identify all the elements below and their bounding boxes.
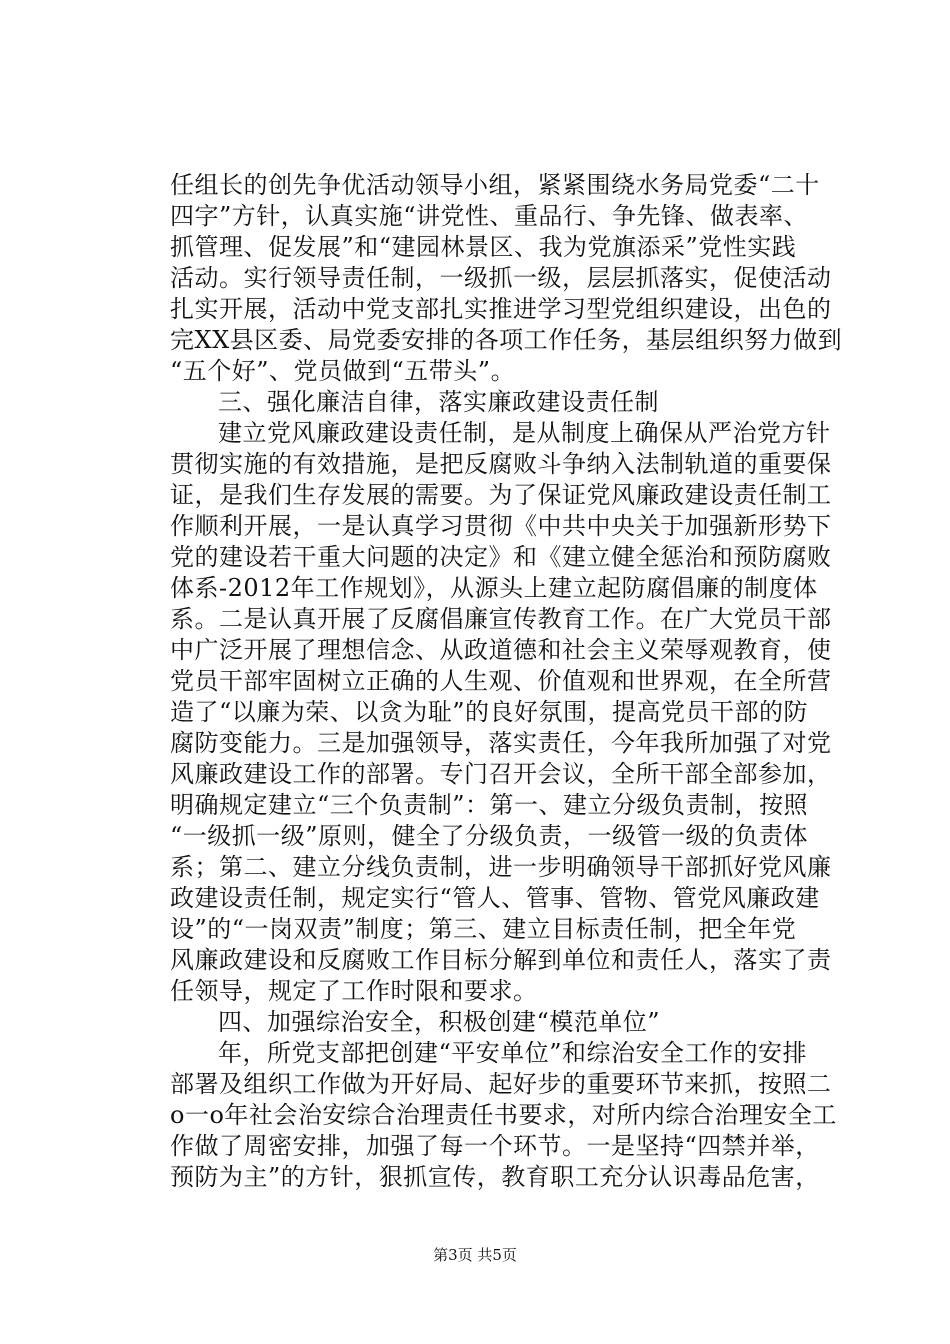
text-line: 政建设责任制，规定实行“管人、管事、管物、管党风廉政建 [170, 884, 820, 912]
document-body [170, 170, 843, 1193]
text-line: “一级抓一级”原则，健全了分级负责，一级管一级的负责体 [170, 822, 809, 850]
text-line: 贯彻实施的有效措施，是把反腐败斗争纳入法制轨道的重要保 [170, 450, 832, 478]
text-line: 部署及组织工作做为开好局、起好步的重要环节来抓，按照二 [170, 1070, 832, 1098]
text-line: 中广泛开展了理想信念、从政道德和社会主义荣辱观教育，使 [170, 636, 832, 664]
text-line: 党的建设若干重大问题的决定》和《建立健全惩治和预防腐败 [170, 543, 832, 571]
text-line: 造了“以廉为荣、以贪为耻”的良好氛围，提高党员干部的防 [170, 698, 809, 726]
text-line: 体系-2012年工作规划》，从源头上建立起防腐倡廉的制度体 [170, 574, 818, 602]
text-line: 完XX县区委、局党委安排的各项工作任务，基层组织努力做到 [170, 326, 843, 354]
text-line: 抓管理、促发展”和“建园林景区、我为党旗添采”党性实践 [170, 233, 797, 261]
text-line: 腐防变能力。三是加强领导，落实责任，今年我所加强了对党 [170, 729, 832, 757]
text-line: 四字”方针，认真实施“讲党性、重品行、争先锋、做表率、 [170, 202, 809, 230]
text-line: 四、加强综治安全，积极创建“模范单位” [218, 1008, 661, 1036]
text-line: 作顺利开展，一是认真学习贯彻《中共中央关于加强新形势下 [170, 512, 832, 540]
text-line: 活动。实行领导责任制，一级抓一级，层层抓落实，促使活动 [170, 264, 832, 292]
text-line: 风廉政建设工作的部署。专门召开会议，全所干部全部参加， [170, 760, 832, 788]
text-line: 任领导，规定了工作时限和要求。 [170, 977, 538, 1005]
text-line: o一o年社会治安综合治理责任书要求，对所内综合治理安全工 [170, 1101, 837, 1129]
text-line: 党员干部牢固树立正确的人生观、价值观和世界观，在全所营 [170, 667, 832, 695]
page-footer: 第3页 共5页 [433, 1246, 517, 1264]
text-line: 三、强化廉洁自律，落实廉政建设责任制 [218, 388, 659, 416]
text-line: 风廉政建设和反腐败工作目标分解到单位和责任人，落实了责 [170, 946, 832, 974]
text-line: “五个好”、党员做到“五带头”。 [170, 357, 516, 385]
text-line: 年，所党支部把创建“平安单位”和综治安全工作的安排 [218, 1039, 808, 1067]
text-line: 设”的“一岗双责”制度；第三、建立目标责任制，把全年党 [170, 915, 797, 943]
text-line: 建立党风廉政建设责任制，是从制度上确保从严治党方针 [218, 419, 831, 447]
text-line: 扎实开展，活动中党支部扎实推进学习型党组织建设，出色的 [170, 295, 832, 323]
text-line: 明确规定建立“三个负责制”：第一、建立分级负责制，按照 [170, 791, 809, 819]
text-line: 系。二是认真开展了反腐倡廉宣传教育工作。在广大党员干部 [170, 605, 832, 633]
text-line: 预防为主”的方针，狠抓宣传，教育职工充分认识毒品危害， [170, 1163, 820, 1191]
text-line: 任组长的创先争优活动领导小组，紧紧围绕水务局党委“二十 [170, 171, 820, 199]
text-line: 证，是我们生存发展的需要。为了保证党风廉政建设责任制工 [170, 481, 832, 509]
text-line: 系；第二、建立分线负责制，进一步明确领导干部抓好党风廉 [170, 853, 832, 881]
text-line: 作做了周密安排，加强了每一个环节。一是坚持“四禁并举， [170, 1132, 820, 1160]
